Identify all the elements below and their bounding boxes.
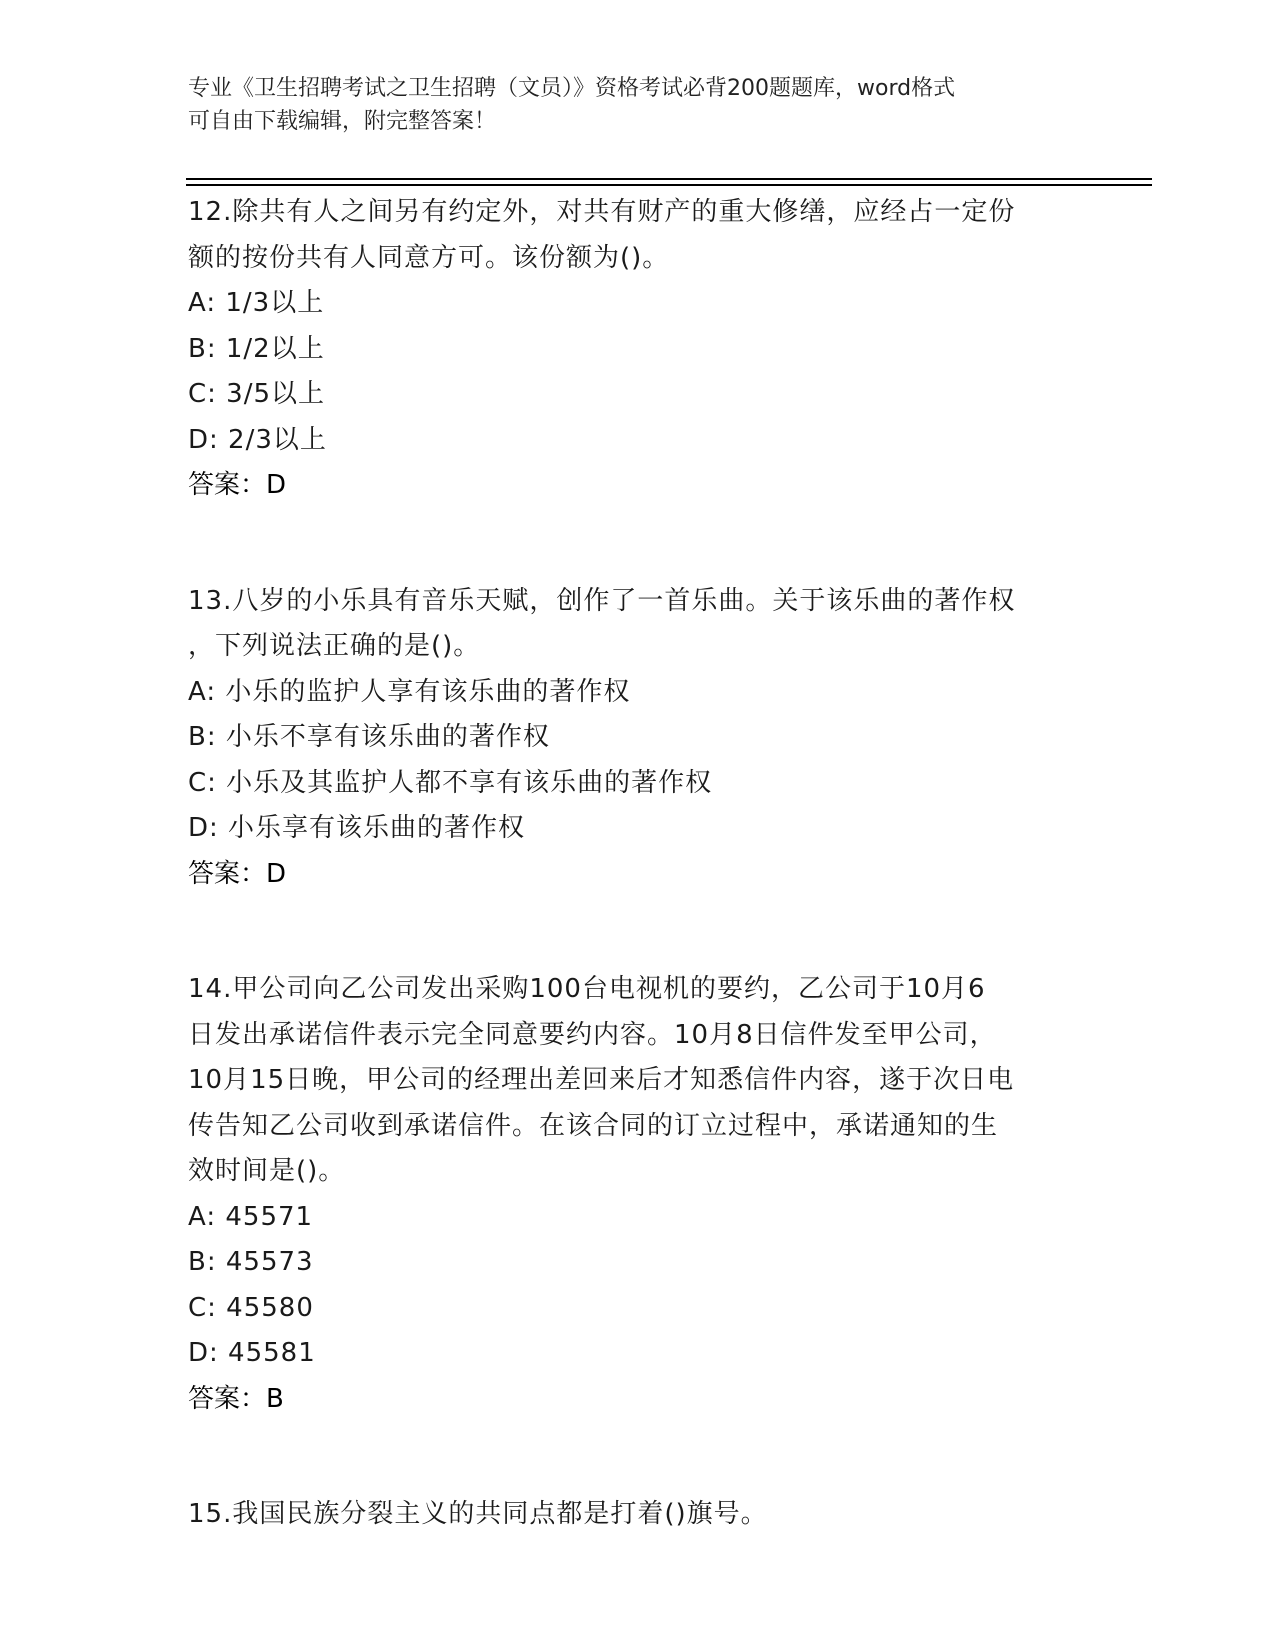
option-b: B: 1/2以上 — [188, 333, 325, 364]
option-d: D: 45581 — [188, 1338, 316, 1368]
question-text-line: 日发出承诺信件表示完全同意要约内容。10月8日信件发至甲公司， — [188, 1019, 997, 1050]
question-list — [188, 190, 1088, 1538]
question-14 — [188, 967, 1088, 1422]
question-spacer — [188, 1422, 1088, 1492]
document-header — [188, 72, 1088, 138]
question-text-line: ，下列说法正确的是()。 — [188, 631, 481, 661]
option-c: C: 45580 — [188, 1292, 314, 1323]
option-a: A: 1/3以上 — [188, 288, 325, 318]
header-divider-bottom — [186, 184, 1152, 186]
question-15 — [188, 1492, 1088, 1538]
question-text-line: 14.甲公司向乙公司发出采购100台电视机的要约，乙公司于10月6 — [188, 974, 986, 1004]
question-text-line: 10月15日晚，甲公司的经理出差回来后才知悉信件内容，遂于次日电 — [188, 1065, 1015, 1095]
question-text-line: 13.八岁的小乐具有音乐天赋，创作了一首乐曲。关于该乐曲的著作权 — [188, 585, 1016, 616]
answer-line: 答案：D — [188, 470, 287, 500]
option-d: D: 小乐享有该乐曲的著作权 — [188, 813, 526, 843]
header-line-1: 专业《卫生招聘考试之卫生招聘（文员）》资格考试必背200题题库，word格式 — [188, 76, 956, 101]
question-text-line: 额的按份共有人同意方可。该份额为()。 — [188, 242, 670, 273]
option-b: B: 45573 — [188, 1247, 314, 1277]
option-a: A: 45571 — [188, 1201, 314, 1232]
question-text-line: 传告知乙公司收到承诺信件。在该合同的订立过程中，承诺通知的生 — [188, 1110, 999, 1141]
question-text-line: 15.我国民族分裂主义的共同点都是打着()旗号。 — [188, 1499, 768, 1529]
question-12 — [188, 190, 1088, 509]
option-c: C: 小乐及其监护人都不享有该乐曲的著作权 — [188, 767, 713, 798]
question-spacer — [188, 509, 1088, 579]
option-b: B: 小乐不享有该乐曲的著作权 — [188, 722, 550, 752]
header-divider-top — [186, 178, 1152, 180]
header-line-2: 可自由下载编辑，附完整答案！ — [188, 109, 497, 134]
question-text-line: 12.除共有人之间另有约定外，对共有财产的重大修缮，应经占一定份 — [188, 197, 1016, 227]
question-text-line: 效时间是()。 — [188, 1156, 346, 1186]
question-spacer — [188, 897, 1088, 967]
option-a: A: 小乐的监护人享有该乐曲的著作权 — [188, 676, 631, 707]
question-13 — [188, 579, 1088, 898]
answer-line: 答案：D — [188, 858, 287, 889]
option-d: D: 2/3以上 — [188, 424, 327, 455]
answer-line: 答案：B — [188, 1383, 284, 1414]
option-c: C: 3/5以上 — [188, 379, 326, 409]
